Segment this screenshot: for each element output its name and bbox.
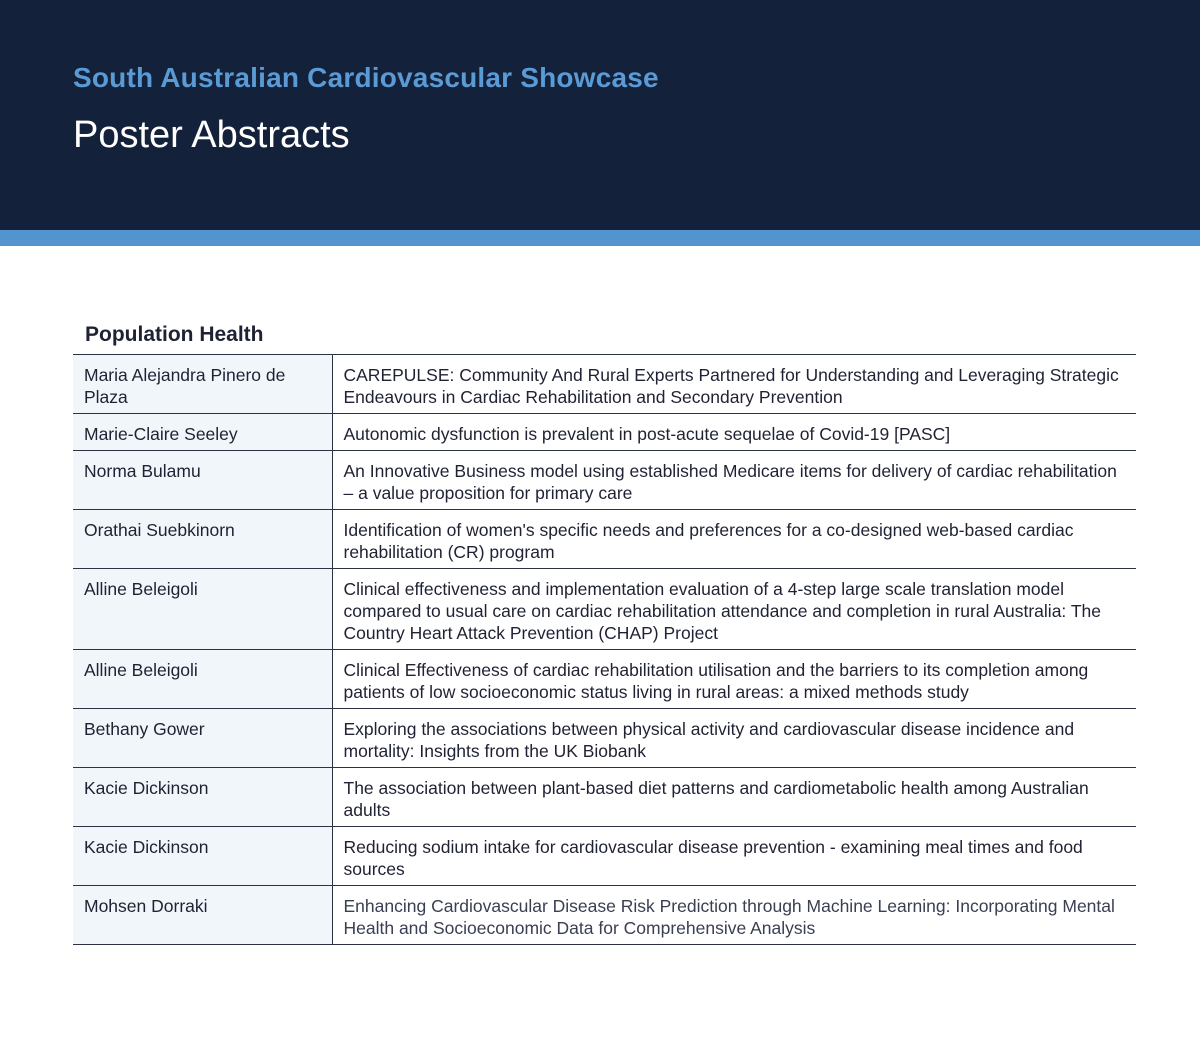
abstract-title-cell: Reducing sodium intake for cardiovascular disease prevention - examining meal times and food sources [343, 837, 1083, 879]
section-title: Population Health [85, 323, 264, 346]
table-row [73, 569, 1136, 650]
author-cell: Marie-Claire Seeley [73, 414, 332, 451]
abstract-title-cell: Exploring the associations between physical activity and cardiovascular disease incidence and mortality: Insights from the UK Biobank [343, 719, 1075, 761]
author-cell: Kacie Dickinson [73, 768, 332, 827]
author-cell: Mohsen Dorraki [73, 886, 332, 945]
table-row [73, 768, 1136, 827]
author-cell: Kacie Dickinson [73, 827, 332, 886]
table-row [73, 886, 1136, 945]
author-cell: Alline Beleigoli [73, 650, 332, 709]
author-cell: Bethany Gower [73, 709, 332, 768]
abstract-title-cell: Clinical effectiveness and implementation evaluation of a 4-step large scale translation model compared to usual care on cardiac rehabilitation attendance and completion in rural Australia: The Country Heart Attack Prevention (CHAP) Project [343, 579, 1101, 643]
abstract-title-cell: Enhancing Cardiovascular Disease Risk Prediction through Machine Learning: Incorporating Mental Health and Socioeconomic Data for Comprehensive Analysis [343, 896, 1115, 938]
author-cell: Norma Bulamu [73, 451, 332, 510]
header-subtitle: South Australian Cardiovascular Showcase [73, 62, 659, 93]
header-accent-stripe [0, 230, 1200, 246]
abstract-title-cell: Autonomic dysfunction is prevalent in post-acute sequelae of Covid-19 [PASC] [343, 424, 951, 444]
page-title: Poster Abstracts [73, 114, 350, 156]
table-row [73, 510, 1136, 569]
table-row [73, 355, 1136, 414]
abstracts-table [73, 354, 1136, 945]
author-cell: Alline Beleigoli [73, 569, 332, 650]
abstract-title-cell: CAREPULSE: Community And Rural Experts Partnered for Understanding and Leveraging Strategic Endeavours in Cardiac Rehabilitation and Secondary Prevention [343, 365, 1119, 407]
abstract-title-cell: Identification of women's specific needs and preferences for a co-designed web-based cardiac rehabilitation (CR) program [343, 520, 1074, 562]
table-row [73, 709, 1136, 768]
table-row [73, 650, 1136, 709]
abstract-title-cell: Clinical Effectiveness of cardiac rehabilitation utilisation and the barriers to its completion among patients of low socioeconomic status living in rural areas: a mixed methods study [343, 660, 1089, 702]
author-cell: Maria Alejandra Pinero de Plaza [73, 355, 332, 414]
table-row [73, 827, 1136, 886]
abstract-title-cell: The association between plant-based diet patterns and cardiometabolic health among Australian adults [343, 778, 1089, 820]
table-row [73, 414, 1136, 451]
page-header [0, 0, 1200, 230]
author-cell: Orathai Suebkinorn [73, 510, 332, 569]
abstract-title-cell: An Innovative Business model using established Medicare items for delivery of cardiac rehabilitation – a value proposition for primary care [343, 461, 1117, 503]
table-row [73, 451, 1136, 510]
